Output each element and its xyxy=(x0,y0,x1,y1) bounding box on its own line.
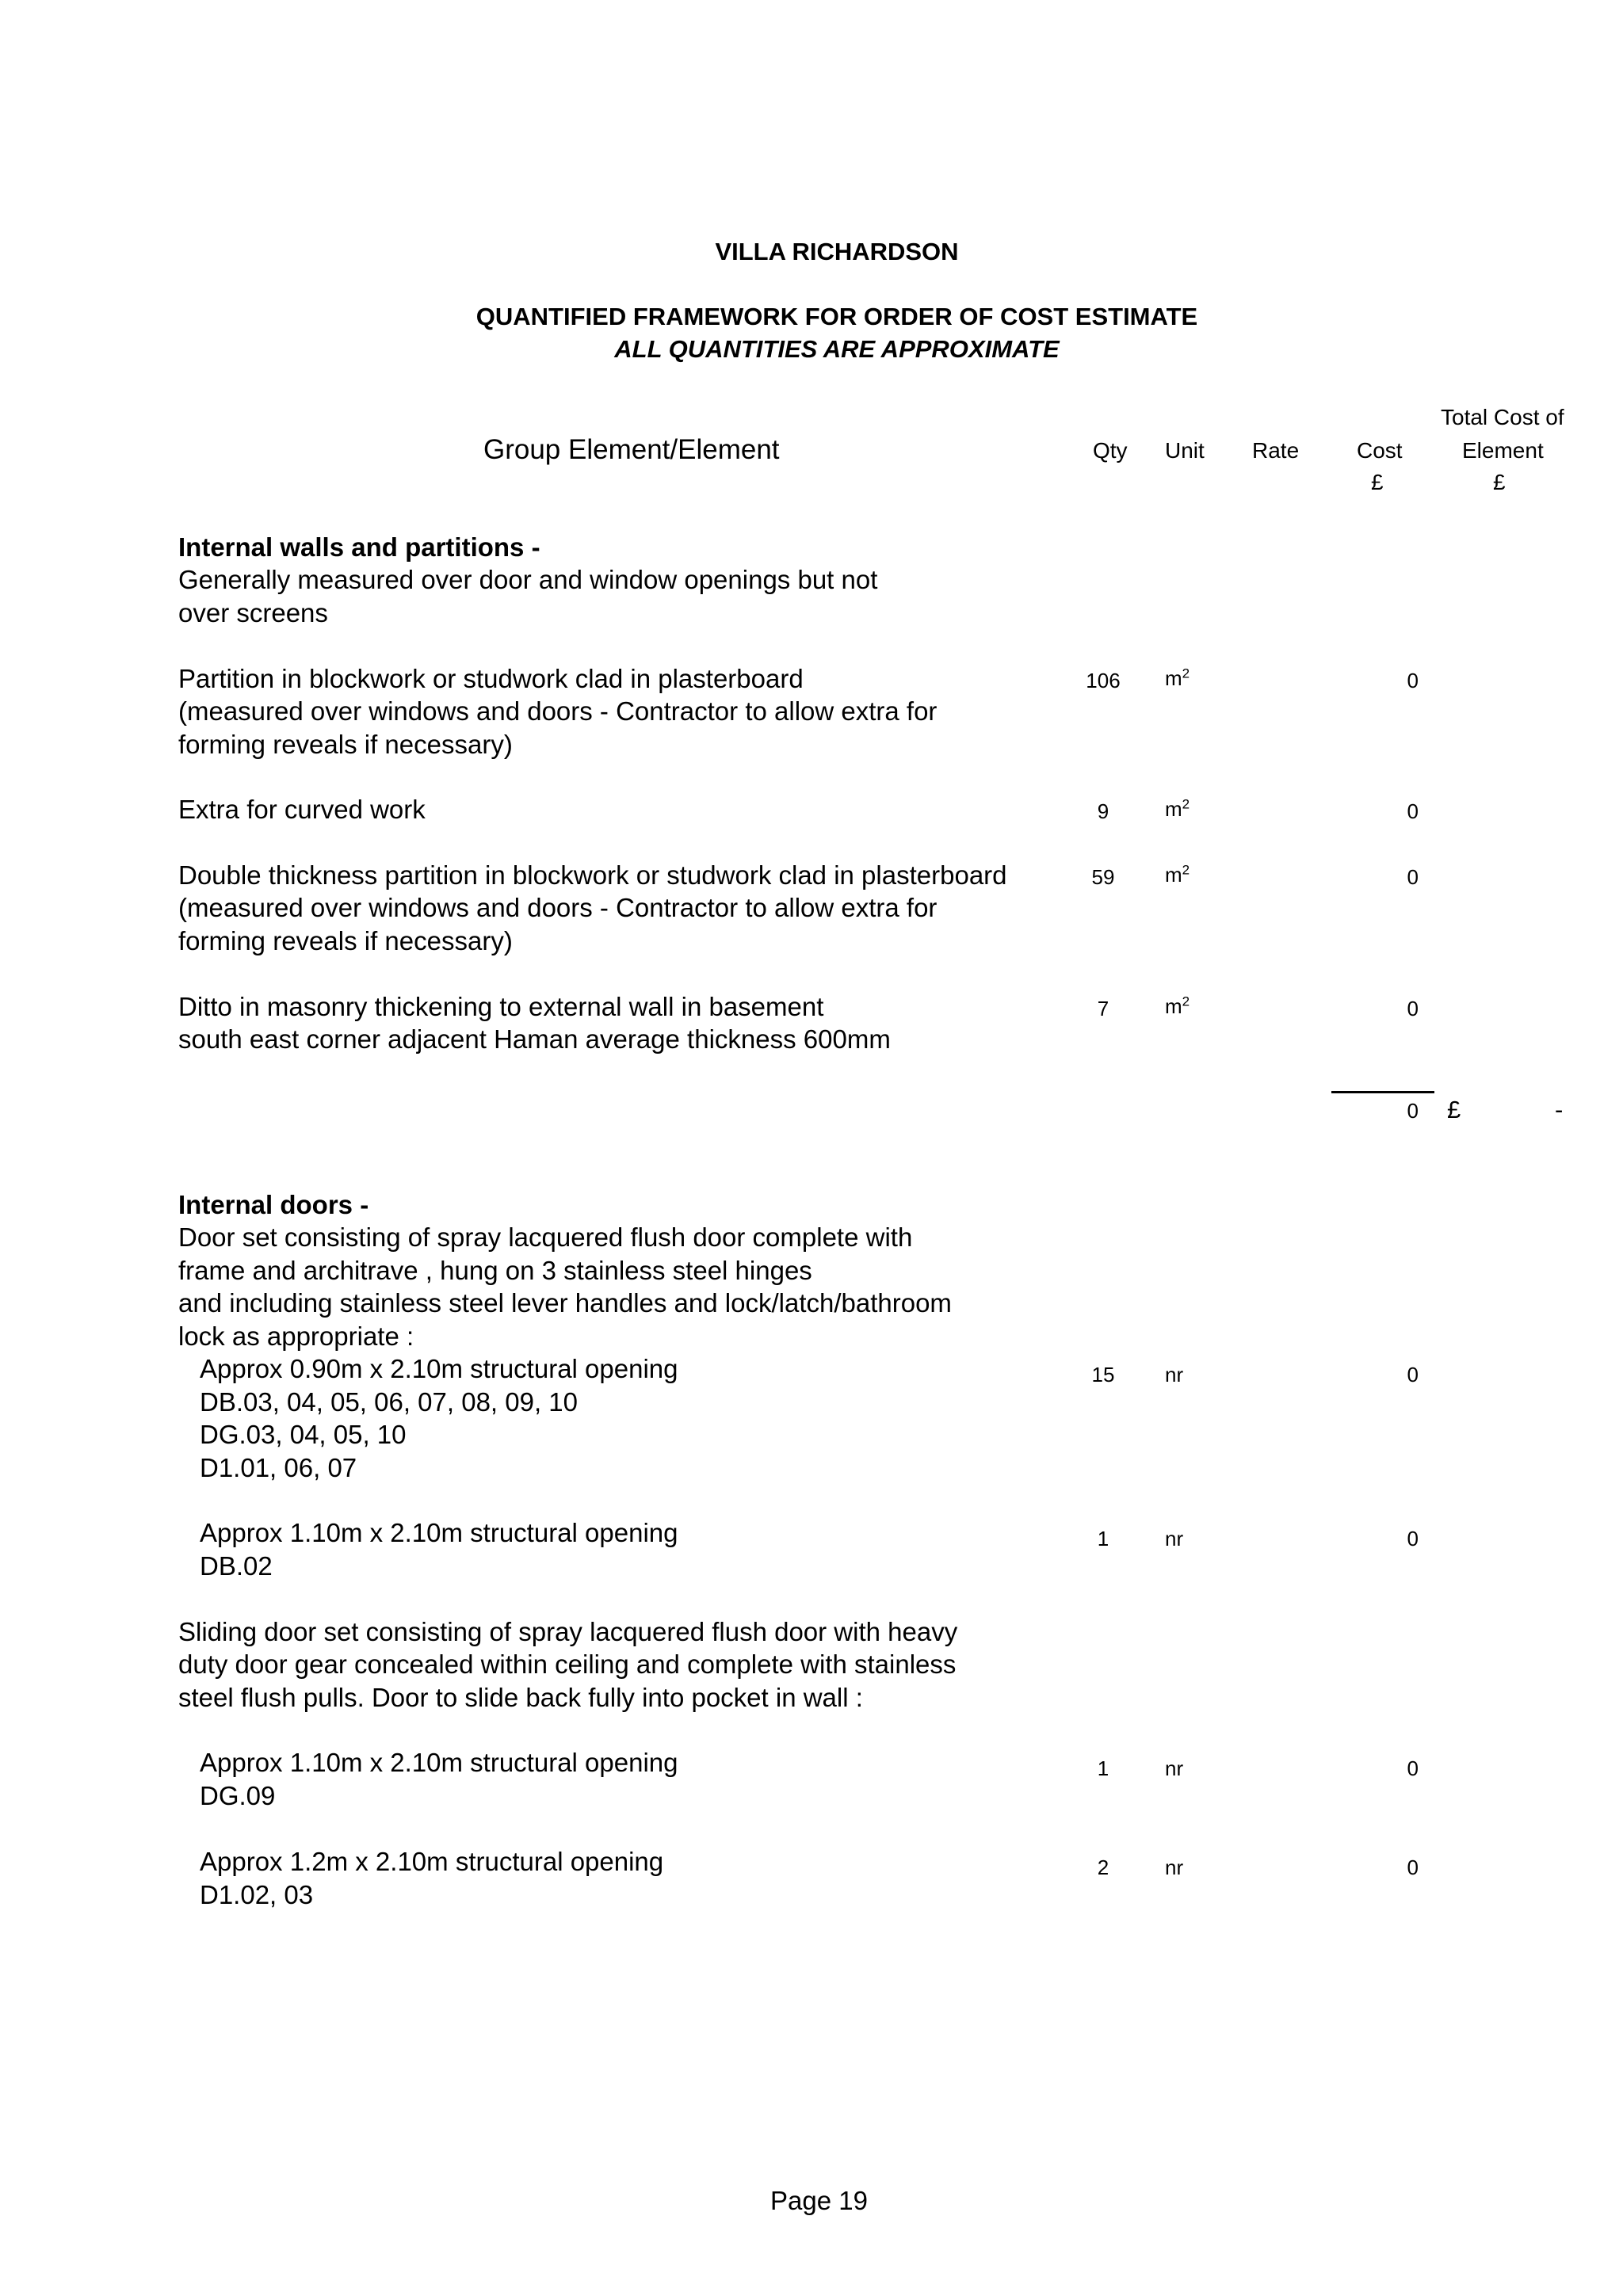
item-cost: 0 xyxy=(1407,1756,1419,1780)
item-description: (measured over windows and doors - Contractor to allow extra for xyxy=(178,696,938,726)
item-cost: 0 xyxy=(1407,865,1419,889)
item-qty: 1 xyxy=(1097,1527,1109,1550)
item-unit: $m^2$ xyxy=(1165,666,1190,690)
item-unit: $m^2$ xyxy=(1165,796,1190,821)
item-qty: 106 xyxy=(1086,669,1121,692)
item-description: DG.03, 04, 05, 10 xyxy=(200,1420,407,1449)
col-total-line2: Element xyxy=(1462,438,1544,463)
col-element: Group Element/Element xyxy=(483,434,780,465)
item-qty: 1 xyxy=(1097,1756,1109,1780)
section-intro: and including stainless steel lever handles and lock/latch/bathroom xyxy=(178,1288,952,1318)
item-qty: 7 xyxy=(1097,997,1109,1020)
item-unit: nr xyxy=(1165,1855,1184,1879)
subtotal-rule xyxy=(1331,1091,1434,1093)
item-cost: 0 xyxy=(1407,669,1419,692)
item-description: DG.09 xyxy=(200,1781,276,1810)
document-subtitle: ALL QUANTITIES ARE APPROXIMATE xyxy=(614,335,1060,363)
sliding-intro: Sliding door set consisting of spray lacquered flush door with heavy xyxy=(178,1617,958,1646)
item-description: Double thickness partition in blockwork or studwork clad in plasterboard xyxy=(178,860,1007,890)
section-intro: Door set consisting of spray lacquered flush door complete with xyxy=(178,1222,913,1252)
project-title: VILLA RICHARDSON xyxy=(715,238,959,265)
section-intro: frame and architrave , hung on 3 stainless steel hinges xyxy=(178,1256,812,1285)
item-unit: $m^2$ xyxy=(1165,862,1190,887)
item-description: (measured over windows and doors - Contractor to allow extra for xyxy=(178,893,938,922)
section-heading: Internal walls and partitions - xyxy=(178,532,540,562)
section-heading: Internal doors - xyxy=(178,1190,369,1219)
item-qty: 15 xyxy=(1091,1363,1115,1386)
item-description: D1.01, 06, 07 xyxy=(200,1453,357,1482)
item-description: Ditto in masonry thickening to external wall in basement xyxy=(178,992,824,1021)
col-unit: Unit xyxy=(1165,438,1205,463)
item-cost: 0 xyxy=(1407,1363,1419,1386)
page-number: Page 19 xyxy=(770,2186,868,2215)
item-description: DB.02 xyxy=(200,1551,273,1581)
total-value: - xyxy=(1555,1096,1564,1123)
item-description: south east corner adjacent Haman average thickness 600mm xyxy=(178,1024,891,1054)
total-currency: £ xyxy=(1447,1096,1461,1123)
item-cost: 0 xyxy=(1407,1855,1419,1879)
item-description: Partition in blockwork or studwork clad in plasterboard xyxy=(178,664,804,693)
col-total-currency: £ xyxy=(1493,470,1506,494)
item-unit: $m^2$ xyxy=(1165,994,1190,1018)
item-description: forming reveals if necessary) xyxy=(178,730,513,759)
item-description: Extra for curved work xyxy=(178,795,426,824)
item-cost: 0 xyxy=(1407,799,1419,823)
sliding-intro: duty door gear concealed within ceiling and complete with stainless xyxy=(178,1650,957,1679)
section-intro: lock as appropriate : xyxy=(178,1322,414,1351)
item-description: D1.02, 03 xyxy=(200,1880,314,1909)
item-description: Approx 1.10m x 2.10m structural opening xyxy=(200,1748,678,1777)
col-cost-currency: £ xyxy=(1371,470,1384,494)
item-unit: nr xyxy=(1165,1756,1184,1780)
item-qty: 59 xyxy=(1091,865,1115,889)
item-qty: 9 xyxy=(1097,799,1109,823)
subtotal-cost: 0 xyxy=(1407,1099,1419,1123)
item-unit: nr xyxy=(1165,1363,1184,1386)
col-cost: Cost xyxy=(1357,438,1403,463)
item-description: Approx 0.90m x 2.10m structural opening xyxy=(200,1354,678,1383)
item-cost: 0 xyxy=(1407,1527,1419,1550)
item-cost: 0 xyxy=(1407,997,1419,1020)
item-description: Approx 1.2m x 2.10m structural opening xyxy=(200,1847,664,1876)
document-title: QUANTIFIED FRAMEWORK FOR ORDER OF COST ESTIMATE xyxy=(475,303,1198,330)
item-description: Approx 1.10m x 2.10m structural opening xyxy=(200,1518,678,1547)
item-description: forming reveals if necessary) xyxy=(178,926,513,955)
section-intro: Generally measured over door and window openings but not xyxy=(178,565,878,594)
item-qty: 2 xyxy=(1097,1855,1109,1879)
col-qty: Qty xyxy=(1093,438,1128,463)
col-rate: Rate xyxy=(1252,438,1300,463)
sliding-intro: steel flush pulls. Door to slide back fully into pocket in wall : xyxy=(178,1683,863,1712)
section-intro: over screens xyxy=(178,598,328,627)
item-description: DB.03, 04, 05, 06, 07, 08, 09, 10 xyxy=(200,1387,579,1417)
col-total-line1: Total Cost of xyxy=(1441,405,1564,429)
item-unit: nr xyxy=(1165,1527,1184,1550)
